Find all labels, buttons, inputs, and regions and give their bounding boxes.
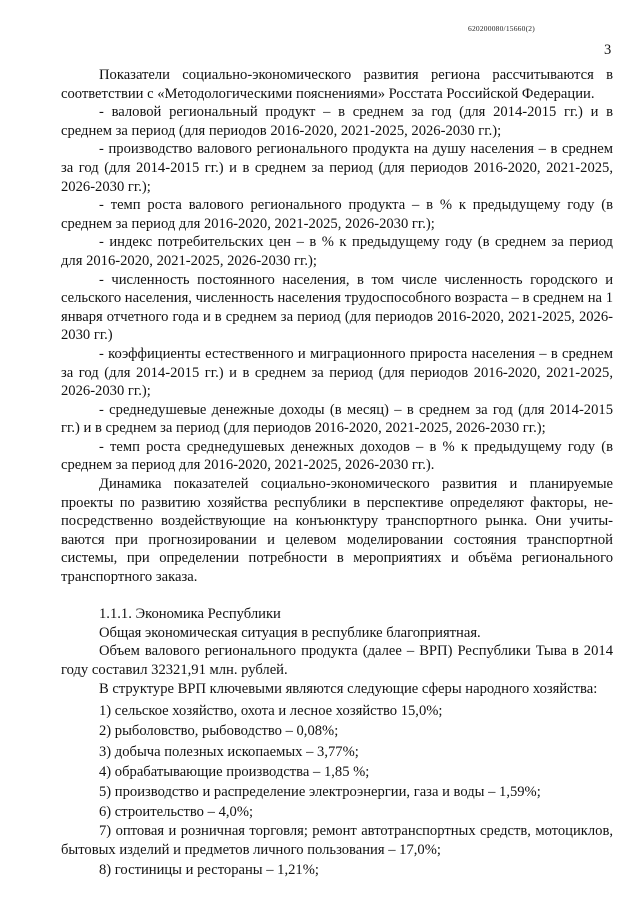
- dynamics-paragraph: Динамика показателей социально-экономического развития и планируемые проекты по развитию хозяйства республики в перспективе определяют факторы, непосредственно воздействующие на конъюнктуру транспортного рынка. Они учитываются при прогнозировании и целевом моделировании состояния транспортной системы, при определении потребности в мероприятиях и объёма регионального транспортного заказа.: [61, 476, 613, 586]
- indicator-item: - темп роста валового регионального продукта – в % к предыдущему году (в среднем за период для 2016-2020, 2021-2025, 2026-2030 гг.);: [61, 197, 613, 232]
- grp-volume-paragraph: Объем валового регионального продукта (далее – ВРП) Республики Тыва в 2014 году составил 32321,91 млн. рублей.: [61, 643, 613, 678]
- structure-list-item: 5) производство и распределение электроэнергии, газа и воды – 1,59%;: [99, 784, 541, 800]
- indicator-item: - коэффициенты естественного и миграционного прироста населения – в среднем за год (для 2014-2015 гг.) и в среднем за период (для периодов 2016-2020, 2021-2025, 2026-2030 гг.);: [61, 345, 613, 400]
- indicator-item: - темп роста среднедушевых денежных доходов – в % к предыдущему году (в среднем за период для 2016-2020, 2021-2025, 2026-2030 гг.).: [61, 438, 613, 474]
- structure-list-item: 6) строительство – 4,0%;: [99, 804, 254, 821]
- section-heading: 1.1.1. Экономика Республики: [99, 606, 281, 623]
- structure-list-item: 7) оптовая и розничная торговля; ремонт автотранспортных средств, мотоциклов, бытовых изделий и предметов личного пользования – 17,0%;: [61, 823, 613, 858]
- page-body: [61, 66, 613, 880]
- structure-list-item: 4) обрабатывающие производства – 1,85 %;: [99, 763, 370, 780]
- structure-list-item: 2) рыболовство, рыбоводство – 0,08%;: [99, 723, 339, 740]
- structure-intro-paragraph: В структуре ВРП ключевыми являются следующие сферы народного хозяйства:: [99, 680, 598, 697]
- indicator-item: - численность постоянного населения, в том числе численность городского и сельского населения, численность населения трудоспособного возраста – в среднем на 1 января отчетного года и в среднем за период (для периодов 2016-2020, 2021-2025, 2026-2030 гг.): [61, 271, 613, 344]
- indicator-item: - производство валового регионального продукта на душу населения – в среднем за год (для 2014-2015 гг.) и в среднем за период (для периодов 2016-2020, 2021-2025, 2026-2030 гг.);: [61, 141, 613, 195]
- intro-paragraph: Показатели социально-экономического развития региона рассчитываются в соответствии с «Методологическими пояснениями» Росстата Российской Федерации.: [61, 67, 613, 102]
- structure-list: [61, 701, 613, 880]
- indicator-item: - валовой региональный продукт – в среднем за год (для 2014-2015 гг.) и в среднем за период (для периодов 2016-2020, 2021-2025, 2026-2030 гг.);: [61, 104, 613, 139]
- structure-list-item: 8) гостиницы и рестораны – 1,21%;: [99, 861, 319, 878]
- structure-list-item: 1) сельское хозяйство, охота и лесное хозяйство 15,0%;: [99, 703, 443, 720]
- economic-situation-paragraph: Общая экономическая ситуация в республике благоприятная.: [99, 624, 481, 641]
- indicator-item: - среднедушевые денежные доходы (в месяц) – в среднем за год (для 2014-2015 гг.) и в среднем за период (для периодов 2016-2020, 2021-2025, 2026-2030 гг.);: [61, 401, 613, 437]
- indicator-item: - индекс потребительских цен – в % к предыдущему году (в среднем за период для 2016-2020, 2021-2025, 2026-2030 гг.);: [61, 234, 613, 269]
- page-number: 3: [604, 42, 612, 58]
- structure-list-item: 3) добыча полезных ископаемых – 3,77%;: [99, 743, 359, 760]
- document-id: 620200080/15660(2): [468, 24, 535, 33]
